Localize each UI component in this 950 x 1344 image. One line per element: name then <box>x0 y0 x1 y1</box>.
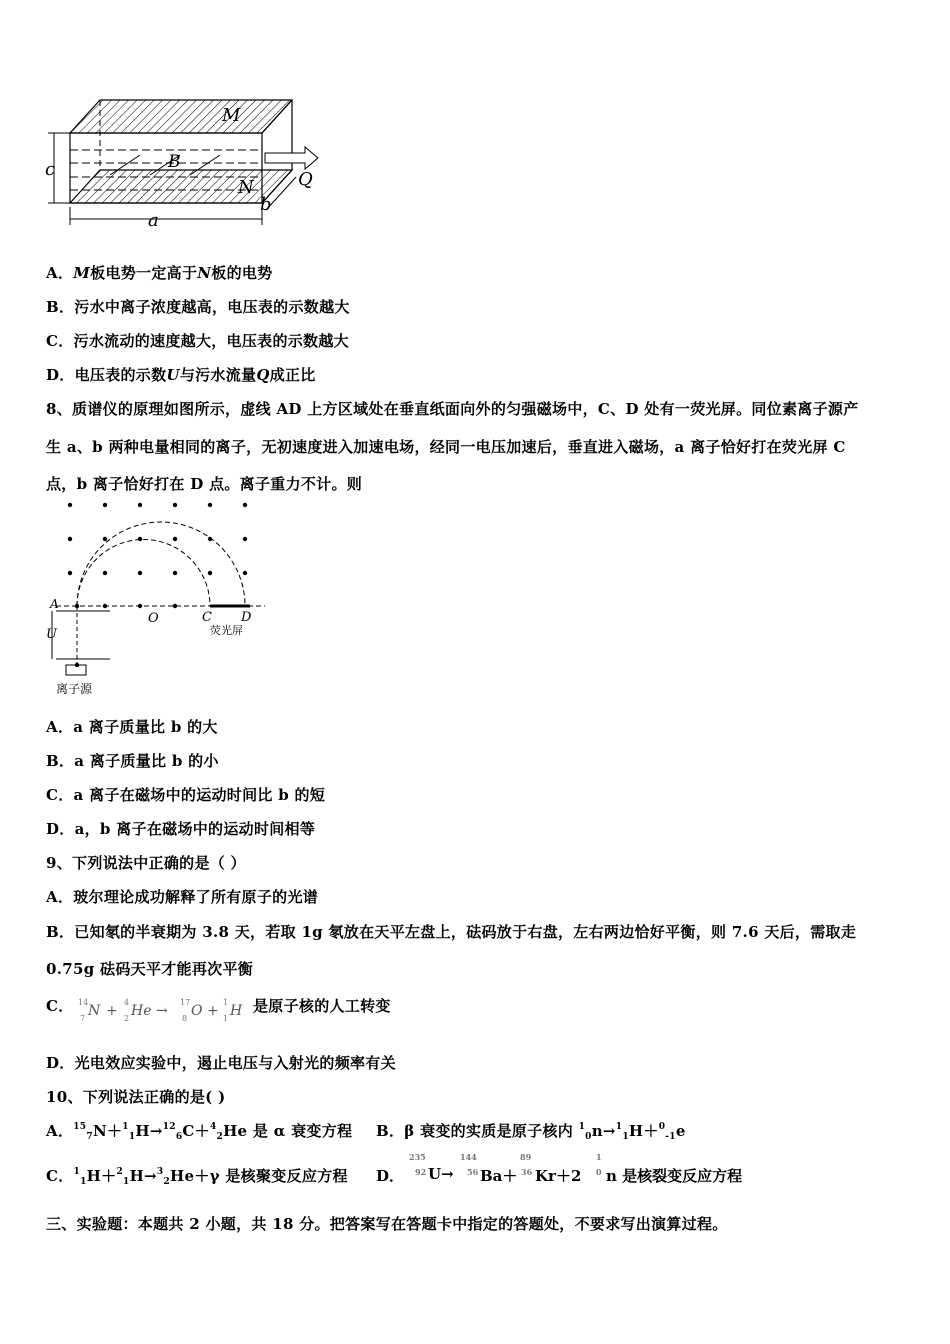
q7-option-a: A．M板电势一定高于N板的电势 <box>46 264 273 282</box>
q8-option-b: B．a 离子质量比 b 的小 <box>46 752 219 770</box>
q8-option-c: C．a 离子在磁场中的运动时间比 b 的短 <box>46 786 326 804</box>
q10-option-b: B．β 衰变的实质是原子核内 $^1_0$n→$^1_1$H＋$^0_{-1}$e <box>376 1122 686 1142</box>
q10-option-d: D． 235 92 U→ 144 56 Ba＋ 89 36 Kr＋2 1 0 n 是核裂变反应方程 <box>376 1152 743 1185</box>
q8-option-d: D．a，b 离子在磁场中的运动时间相等 <box>46 820 316 838</box>
label-m: M <box>222 105 241 126</box>
q9-option-b-line1: B．已知氡的半衰期为 3.8 天，若取 1g 氡放在天平左盘上，砝码放于右盘，左右两边恰好平衡，则 7.6 天后，需取走 <box>46 923 857 941</box>
label-n: N <box>238 177 254 198</box>
label-c: c <box>45 159 56 180</box>
q9-nuclear-formula: 14 7 N + 4 2 He → 17 8 O + 1 1 H <box>78 998 243 1023</box>
q9-option-d: D．光电效应实验中，遏止电压与入射光的频率有关 <box>46 1054 396 1072</box>
plate-m <box>70 100 292 133</box>
label-u: U <box>46 627 57 642</box>
q10-option-a: A．$^{15}_7$N＋$^1_1$H→$^{12}_6$C＋$^4_2$He 是 α 衰变方程 <box>46 1122 353 1142</box>
q8-option-a: A．a 离子质量比 b 的大 <box>46 718 218 736</box>
q7-option-b: B．污水中离子浓度越高，电压表的示数越大 <box>46 298 350 316</box>
label-d-point: D <box>241 610 252 625</box>
q8-stem-line2: 生 a、b 两种电量相同的离子，无初速度进入加速电场，经同一电压加速后，垂直进入磁场，a 离子恰好打在荧光屏 C <box>46 438 846 456</box>
label-source: 离子源 <box>56 682 93 696</box>
plate-n <box>70 170 292 203</box>
label-b-field: B <box>168 152 181 172</box>
label-a-point: A <box>50 597 59 611</box>
q9-option-c-letter: C． <box>46 997 74 1015</box>
label-o: O <box>148 611 159 626</box>
q8-stem-line3: 点，b 离子恰好打在 D 点。离子重力不计。则 <box>46 475 363 493</box>
mass-spectrometer-figure <box>40 495 280 700</box>
q10-option-c: C．$^1_1$H＋$^2_1$H→$^3_2$He＋γ 是核聚变反应方程 <box>46 1167 348 1187</box>
q7-option-d: D．电压表的示数U与污水流量Q成正比 <box>46 366 316 384</box>
label-b: b <box>260 194 272 215</box>
q9-option-a: A．玻尔理论成功解释了所有原子的光谱 <box>46 888 319 906</box>
label-c-point: C <box>202 610 212 625</box>
label-a: a <box>148 210 159 231</box>
q8-stem-line1: 8、质谱仪的原理如图所示，虚线 AD 上方区域处在垂直纸面向外的匀强磁场中，C、D 处有一荧光屏。同位素离子源产 <box>46 400 859 418</box>
label-q: Q <box>298 169 313 190</box>
q9-option-b-line2: 0.75g 砝码天平才能再次平衡 <box>46 960 254 978</box>
label-screen: 荧光屏 <box>210 624 243 637</box>
q10-stem: 10、下列说法正确的是( ) <box>46 1088 226 1106</box>
section-3-heading: 三、实验题：本题共 2 小题，共 18 分。把答案写在答题卡中指定的答题处，不要求写出演算过程。 <box>46 1215 728 1233</box>
q7-option-c: C．污水流动的速度越大，电压表的示数越大 <box>46 332 349 350</box>
flow-meter-figure <box>40 95 330 235</box>
q9-stem: 9、下列说法中正确的是（ ） <box>46 854 246 872</box>
q9-option-c-text: 是原子核的人工转变 <box>253 997 391 1015</box>
